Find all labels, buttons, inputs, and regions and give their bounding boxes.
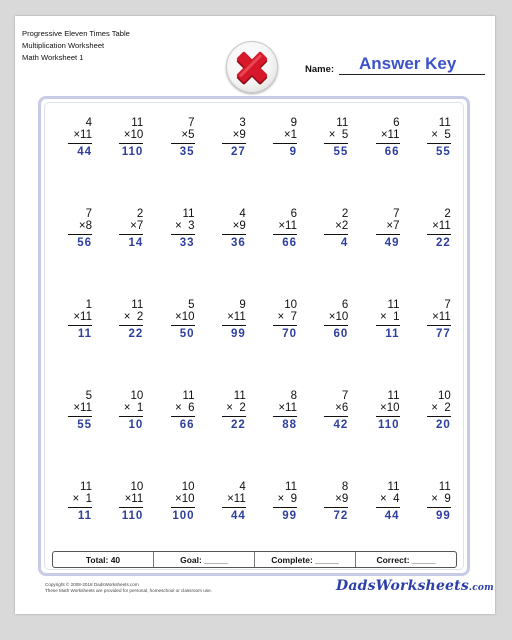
answer: 100	[172, 510, 195, 522]
answer-rule	[119, 416, 143, 417]
answer: 35	[179, 146, 195, 158]
multiplier: × 1	[72, 493, 92, 505]
multiplicand: 10	[130, 481, 144, 493]
multiplicand: 2	[444, 208, 451, 220]
answer-rule	[171, 325, 195, 326]
multiplicand: 11	[387, 299, 400, 311]
answer: 55	[77, 419, 92, 431]
answer-rule	[222, 325, 246, 326]
multiplicand: 11	[387, 481, 400, 493]
answer-rule	[427, 234, 451, 235]
multiplier: ×2	[335, 220, 349, 232]
answer-rule	[324, 507, 348, 508]
multiplier: ×10	[174, 311, 195, 323]
multiplier: ×10	[123, 129, 144, 141]
multiplicand: 11	[438, 117, 451, 129]
answer: 55	[435, 146, 451, 158]
multiplier: ×9	[335, 493, 349, 505]
multiplicand: 11	[387, 390, 400, 402]
multiplicand: 8	[290, 390, 297, 402]
problem-12	[205, 204, 256, 295]
multiplicand: 10	[284, 299, 297, 311]
problem-27	[154, 386, 205, 477]
problem-32	[410, 386, 461, 477]
multiplicand: 11	[131, 299, 144, 311]
problem-2	[102, 113, 153, 204]
multiplicand: 2	[341, 208, 349, 220]
answer: 66	[384, 146, 400, 158]
problem-17	[51, 295, 102, 386]
multiplicand: 10	[181, 481, 195, 493]
multiplicand: 4	[85, 117, 92, 129]
red-x-icon	[226, 41, 278, 93]
problem-25	[51, 386, 102, 477]
multiplier: ×10	[174, 493, 195, 505]
multiplier: × 6	[174, 402, 195, 414]
answer: 99	[435, 510, 451, 522]
title-line: Math Worksheet 1	[22, 53, 84, 62]
answer-rule	[427, 507, 451, 508]
answer: 20	[435, 419, 451, 431]
answer-rule	[171, 234, 195, 235]
problem-9	[51, 204, 102, 295]
problem-22	[307, 295, 358, 386]
answer-rule	[119, 234, 143, 235]
answer: 44	[230, 510, 246, 522]
problem-18	[102, 295, 153, 386]
answer: 60	[333, 328, 349, 340]
answer: 77	[435, 328, 451, 340]
multiplier: ×11	[432, 220, 451, 232]
multiplicand: 6	[393, 117, 400, 129]
multiplier: × 2	[123, 311, 144, 323]
answer-rule	[119, 325, 143, 326]
multiplier: × 1	[123, 402, 144, 414]
answer: 4	[340, 237, 349, 249]
problems-grid	[51, 113, 461, 568]
answer-rule	[222, 416, 246, 417]
answer-rule	[273, 234, 297, 235]
multiplicand: 6	[341, 299, 349, 311]
multiplier: ×11	[432, 311, 451, 323]
title-line: Progressive Eleven Times Table	[22, 29, 130, 38]
correct-cell: Correct: _____	[376, 554, 436, 565]
multiplier: ×10	[379, 402, 400, 414]
multiplier: ×9	[232, 220, 246, 232]
answer-rule	[68, 143, 92, 144]
answer: 33	[179, 237, 195, 249]
problem-23	[359, 295, 410, 386]
problem-19	[154, 295, 205, 386]
multiplicand: 7	[85, 208, 92, 220]
multiplicand: 5	[188, 299, 195, 311]
multiplier: ×11	[73, 402, 92, 414]
answer: 50	[179, 328, 195, 340]
multiplier: ×10	[328, 311, 349, 323]
multiplier: × 5	[328, 129, 349, 141]
goal-cell: Goal: _____	[154, 552, 255, 567]
multiplier: × 2	[431, 402, 451, 414]
multiplier: × 9	[277, 493, 297, 505]
answer-rule	[222, 143, 246, 144]
multiplicand: 7	[341, 390, 349, 402]
answer: 36	[230, 237, 246, 249]
answer-rule	[427, 416, 451, 417]
multiplier: ×11	[73, 311, 92, 323]
answer-rule	[376, 416, 400, 417]
multiplicand: 2	[136, 208, 144, 220]
answer: 49	[384, 237, 400, 249]
answer: 110	[121, 146, 144, 158]
multiplicand: 6	[290, 208, 297, 220]
multiplicand: 3	[239, 117, 246, 129]
answer-rule	[324, 143, 348, 144]
answer: 10	[128, 419, 144, 431]
problem-8	[410, 113, 461, 204]
complete-cell: Complete: _____	[255, 552, 356, 567]
answer: 110	[377, 419, 400, 431]
problem-16	[410, 204, 461, 295]
problem-3	[154, 113, 205, 204]
answer: 56	[77, 237, 92, 249]
answer-rule	[68, 234, 92, 235]
answer: 14	[128, 237, 144, 249]
multiplicand: 11	[438, 481, 451, 493]
problem-20	[205, 295, 256, 386]
multiplier: ×1	[283, 129, 297, 141]
multiplicand: 11	[233, 390, 246, 402]
multiplier: ×6	[335, 402, 349, 414]
problem-30	[307, 386, 358, 477]
usage-line: These Math Worksheets are provided for personal, homeschool or classroom use.	[45, 588, 212, 593]
problem-7	[359, 113, 410, 204]
multiplicand: 10	[130, 390, 144, 402]
problem-29	[256, 386, 307, 477]
answer-rule	[68, 325, 92, 326]
problem-10	[102, 204, 153, 295]
problem-28	[205, 386, 256, 477]
name-label: Name:	[305, 64, 335, 75]
answer-rule	[427, 143, 451, 144]
brand-tail: .com	[468, 583, 494, 593]
total-cell: Total: 40	[53, 552, 154, 567]
answer: 110	[121, 510, 144, 522]
answer-rule	[324, 416, 348, 417]
answer: 22	[230, 419, 246, 431]
multiplicand: 11	[336, 117, 349, 129]
answer-rule	[273, 143, 297, 144]
score-bar	[52, 551, 457, 568]
answer: 70	[282, 328, 297, 340]
answer: 22	[128, 328, 144, 340]
brand-logo	[336, 578, 494, 594]
answer: 99	[282, 510, 297, 522]
answer: 66	[179, 419, 195, 431]
answer-rule	[68, 416, 92, 417]
answer: 22	[435, 237, 451, 249]
multiplicand: 7	[393, 208, 400, 220]
multiplier: ×11	[380, 129, 400, 141]
multiplicand: 5	[85, 390, 92, 402]
problem-5	[256, 113, 307, 204]
multiplicand: 10	[437, 390, 451, 402]
answer: 27	[230, 146, 246, 158]
problem-24	[410, 295, 461, 386]
problem-13	[256, 204, 307, 295]
answer: 88	[282, 419, 297, 431]
multiplier: × 5	[431, 129, 451, 141]
brand-main: DadsWorksheets	[336, 578, 469, 594]
answer-rule	[171, 143, 195, 144]
multiplier: ×11	[227, 493, 246, 505]
multiplier: ×7	[130, 220, 144, 232]
multiplicand: 1	[85, 299, 92, 311]
multiplier: × 9	[431, 493, 451, 505]
answer-rule	[376, 507, 400, 508]
problem-15	[359, 204, 410, 295]
multiplier: × 4	[379, 493, 400, 505]
multiplicand: 4	[239, 481, 246, 493]
multiplicand: 11	[285, 481, 297, 493]
multiplier: ×5	[181, 129, 195, 141]
name-area	[305, 54, 485, 76]
answer-rule	[171, 416, 195, 417]
answer: 11	[77, 510, 92, 522]
answer-rule	[324, 325, 348, 326]
multiplicand: 9	[290, 117, 297, 129]
answer: 55	[333, 146, 349, 158]
multiplier: ×11	[278, 220, 297, 232]
problem-31	[359, 386, 410, 477]
answer-rule	[171, 507, 195, 508]
multiplicand: 4	[239, 208, 246, 220]
problems-frame	[38, 96, 470, 576]
multiplicand: 11	[182, 390, 195, 402]
answer: 9	[289, 146, 297, 158]
problem-14	[307, 204, 358, 295]
answer: 44	[77, 146, 92, 158]
multiplier: × 3	[174, 220, 195, 232]
answer-rule	[273, 325, 297, 326]
answer-rule	[222, 234, 246, 235]
problem-26	[102, 386, 153, 477]
copyright-line: Copyright © 2008-2018 DadsWorksheets.com	[45, 582, 139, 587]
problem-21	[256, 295, 307, 386]
multiplier: ×11	[227, 311, 246, 323]
answer-rule	[119, 507, 143, 508]
problem-1	[51, 113, 102, 204]
multiplier: ×11	[124, 493, 144, 505]
multiplier: × 1	[379, 311, 400, 323]
multiplier: ×8	[78, 220, 92, 232]
answer: 99	[230, 328, 246, 340]
answer-rule	[68, 507, 92, 508]
multiplier: × 7	[277, 311, 297, 323]
worksheet-title	[22, 28, 130, 64]
name-line	[339, 74, 485, 75]
answer: 72	[333, 510, 349, 522]
answer-rule	[376, 325, 400, 326]
answer: 42	[333, 419, 349, 431]
answer: 66	[282, 237, 297, 249]
multiplier: ×7	[386, 220, 400, 232]
answer-rule	[376, 234, 400, 235]
answer-rule	[376, 143, 400, 144]
answer: 44	[384, 510, 400, 522]
title-line: Multiplication Worksheet	[22, 41, 105, 50]
multiplicand: 11	[80, 481, 92, 493]
multiplier: ×9	[232, 129, 246, 141]
multiplicand: 8	[341, 481, 349, 493]
answer: 11	[77, 328, 92, 340]
multiplier: × 2	[226, 402, 246, 414]
multiplicand: 11	[131, 117, 144, 129]
answer-rule	[119, 143, 143, 144]
multiplier: ×11	[278, 402, 297, 414]
problem-11	[154, 204, 205, 295]
answer-rule	[324, 234, 348, 235]
multiplicand: 9	[239, 299, 246, 311]
multiplicand: 7	[188, 117, 195, 129]
answer-rule	[427, 325, 451, 326]
multiplicand: 7	[444, 299, 451, 311]
multiplier: ×11	[73, 129, 92, 141]
problem-6	[307, 113, 358, 204]
answer-rule	[222, 507, 246, 508]
problem-4	[205, 113, 256, 204]
copyright-notice	[45, 582, 212, 594]
multiplicand: 11	[182, 208, 195, 220]
answer: 11	[385, 328, 400, 340]
answer-rule	[273, 416, 297, 417]
answer-key-label: Answer Key	[359, 54, 457, 73]
answer-rule	[273, 507, 297, 508]
